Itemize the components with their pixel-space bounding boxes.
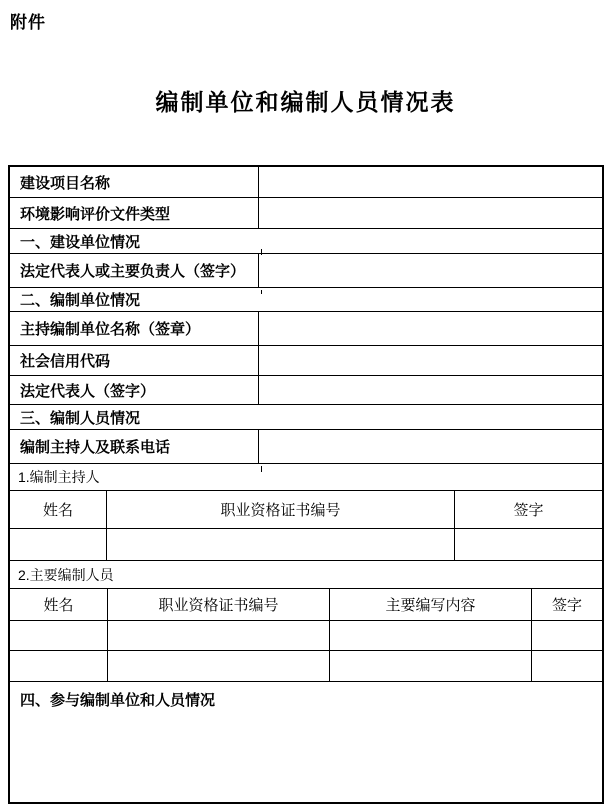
row-legal-rep bbox=[10, 376, 602, 405]
section-compilation-personnel-label: 三、编制人员情况 bbox=[20, 409, 141, 427]
table-border-artifact bbox=[261, 466, 262, 472]
row-subsection-main-staff bbox=[10, 561, 602, 589]
staff-2-certificate-cell[interactable] bbox=[108, 651, 330, 681]
row-section-compilation-unit bbox=[10, 288, 602, 312]
lead-person-table-row bbox=[10, 529, 602, 561]
lead-unit-name-input-cell[interactable] bbox=[259, 312, 602, 345]
section-participating-units-label[interactable]: 四、参与编制单位和人员情况 bbox=[20, 692, 216, 709]
social-credit-code-input-cell[interactable] bbox=[259, 346, 602, 375]
row-eia-doc-type bbox=[10, 198, 602, 229]
staff-1-name-cell[interactable] bbox=[10, 621, 108, 650]
legal-rep-label: 法定代表人（签字） bbox=[10, 376, 259, 404]
row-section-construction-unit bbox=[10, 229, 602, 254]
section-construction-unit-label: 一、建设单位情况 bbox=[20, 233, 141, 251]
staff-1-main-content-cell[interactable] bbox=[330, 621, 532, 650]
subsection-main-staff-label: 2.主要编制人员 bbox=[18, 566, 114, 583]
project-name-label: 建设项目名称 bbox=[10, 167, 259, 197]
lead-unit-name-label: 主持编制单位名称（签章） bbox=[10, 312, 259, 345]
table-border-artifact bbox=[261, 290, 262, 294]
attachment-label: 附件 bbox=[10, 13, 46, 32]
certificate-number-column-header: 职业资格证书编号 bbox=[107, 491, 455, 528]
social-credit-code-label: 社会信用代码 bbox=[10, 346, 259, 375]
legal-rep-or-principal-input-cell[interactable] bbox=[259, 254, 602, 287]
certificate-number-column-header: 职业资格证书编号 bbox=[108, 589, 330, 620]
staff-2-signature-cell[interactable] bbox=[532, 651, 602, 681]
project-name-input-cell[interactable] bbox=[259, 167, 602, 197]
lead-person-certificate-cell[interactable] bbox=[107, 529, 455, 560]
page-title: 编制单位和编制人员情况表 bbox=[155, 89, 456, 115]
table-border-artifact bbox=[261, 249, 262, 255]
row-subsection-lead-person bbox=[10, 464, 602, 491]
lead-person-signature-cell[interactable] bbox=[455, 529, 602, 560]
subsection-lead-person-label: 1.编制主持人 bbox=[18, 469, 100, 485]
row-legal-rep-or-principal bbox=[10, 254, 602, 288]
main-content-column-header: 主要编写内容 bbox=[330, 589, 532, 620]
staff-2-main-content-cell[interactable] bbox=[330, 651, 532, 681]
signature-column-header: 签字 bbox=[551, 597, 582, 614]
legal-rep-or-principal-label: 法定代表人或主要负责人（签字） bbox=[10, 254, 259, 287]
signature-column-header: 签字 bbox=[513, 502, 544, 519]
staff-2-name-cell[interactable] bbox=[10, 651, 108, 681]
staff-1-certificate-cell[interactable] bbox=[108, 621, 330, 650]
section-compilation-unit-label: 二、编制单位情况 bbox=[20, 292, 141, 309]
row-section-participating-units bbox=[10, 682, 602, 802]
row-lead-person-phone bbox=[10, 430, 602, 464]
main-staff-table-header-row bbox=[10, 589, 602, 621]
row-social-credit-code bbox=[10, 346, 602, 376]
name-column-header: 姓名 bbox=[10, 491, 107, 528]
lead-person-phone-label: 编制主持人及联系电话 bbox=[10, 430, 259, 463]
main-staff-table-row bbox=[10, 651, 602, 682]
main-staff-table-row bbox=[10, 621, 602, 651]
staff-1-signature-cell[interactable] bbox=[532, 621, 602, 650]
lead-person-table-header-row bbox=[10, 491, 602, 529]
form-table bbox=[8, 165, 604, 804]
eia-doc-type-input-cell[interactable] bbox=[259, 198, 602, 228]
row-section-compilation-personnel bbox=[10, 405, 602, 430]
row-lead-unit-name bbox=[10, 312, 602, 346]
eia-doc-type-label: 环境影响评价文件类型 bbox=[10, 198, 259, 228]
row-project-name bbox=[10, 167, 602, 198]
legal-rep-input-cell[interactable] bbox=[259, 376, 602, 404]
lead-person-phone-input-cell[interactable] bbox=[259, 430, 602, 463]
lead-person-name-cell[interactable] bbox=[10, 529, 107, 560]
name-column-header: 姓名 bbox=[10, 589, 108, 620]
